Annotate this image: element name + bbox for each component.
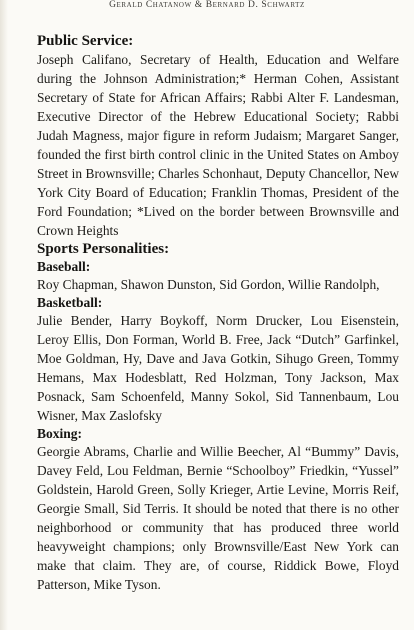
basketball-heading: Basketball: [37,295,103,310]
boxing-subsection [37,425,399,594]
public-service-text: Joseph Califano, Secretary of Health, Education and Welfare during the Johnson Administration;* Herman Cohen, Assistant Secretary of State for African Affairs; Rabbi Alter F. Landesman, Executive Director of the Hebrew Educational Society; Rabbi Judah Magness, major figure in reform Judaism; Margaret Sanger, founded the first birth control clinic in the United States on Amboy Street in Brownsville; Charles Schonhaut, Deputy Chancellor, New York City Board of Education; Franklin Thomas, President of the Ford Foundation; *Lived on the border between Brownsville and Crown Heights [37,52,399,238]
baseball-text: Roy Chapman, Shawon Dunston, Sid Gordon, Willie Randolph, [37,277,380,292]
basketball-text: Julie Bender, Harry Boykoff, Norm Drucker, Lou Eisenstein, Leroy Ellis, Don Forman, World B. Free, Jack “Dutch” Garfinkel, Moe Goldman, Hy, Dave and Java Gotkin, Sihugo Green, Tommy Hemans, Max Hodesblatt, Red Holzman, Tony Jackson, Max Posnack, Sam Schoenfeld, Manny Sokol, Sid Tannenbaum, Lou Wisner, Max Zaslofsky [37,313,399,423]
basketball-subsection [37,294,399,425]
running-head: Gerald Chatanow & Bernard D. Schwartz [109,0,305,10]
sports-personalities-heading: Sports Personalities: [37,241,170,257]
page-gutter-shadow [0,0,8,630]
baseball-heading: Baseball: [37,259,91,274]
public-service-heading: Public Service: [37,33,134,49]
public-service-section [37,32,399,240]
page-content [37,32,399,594]
baseball-subsection [37,258,399,294]
boxing-heading: Boxing: [37,426,83,441]
boxing-text: Georgie Abrams, Charlie and Willie Beecher, Al “Bummy” Davis, Davey Feld, Lou Feldman, Bernie “Schoolboy” Friedkin, “Yussel” Goldstein, Harold Green, Solly Krieger, Artie Levine, Morris Reif, Georgie Small, Sid Terris. It should be noted that there is no other neighborhood or community that has produced three world heavyweight champions; only Brownsville/East New York can make that claim. They are, of course, Riddick Bowe, Floyd Patterson, Mike Tyson. [37,444,399,592]
sports-section [37,240,399,594]
